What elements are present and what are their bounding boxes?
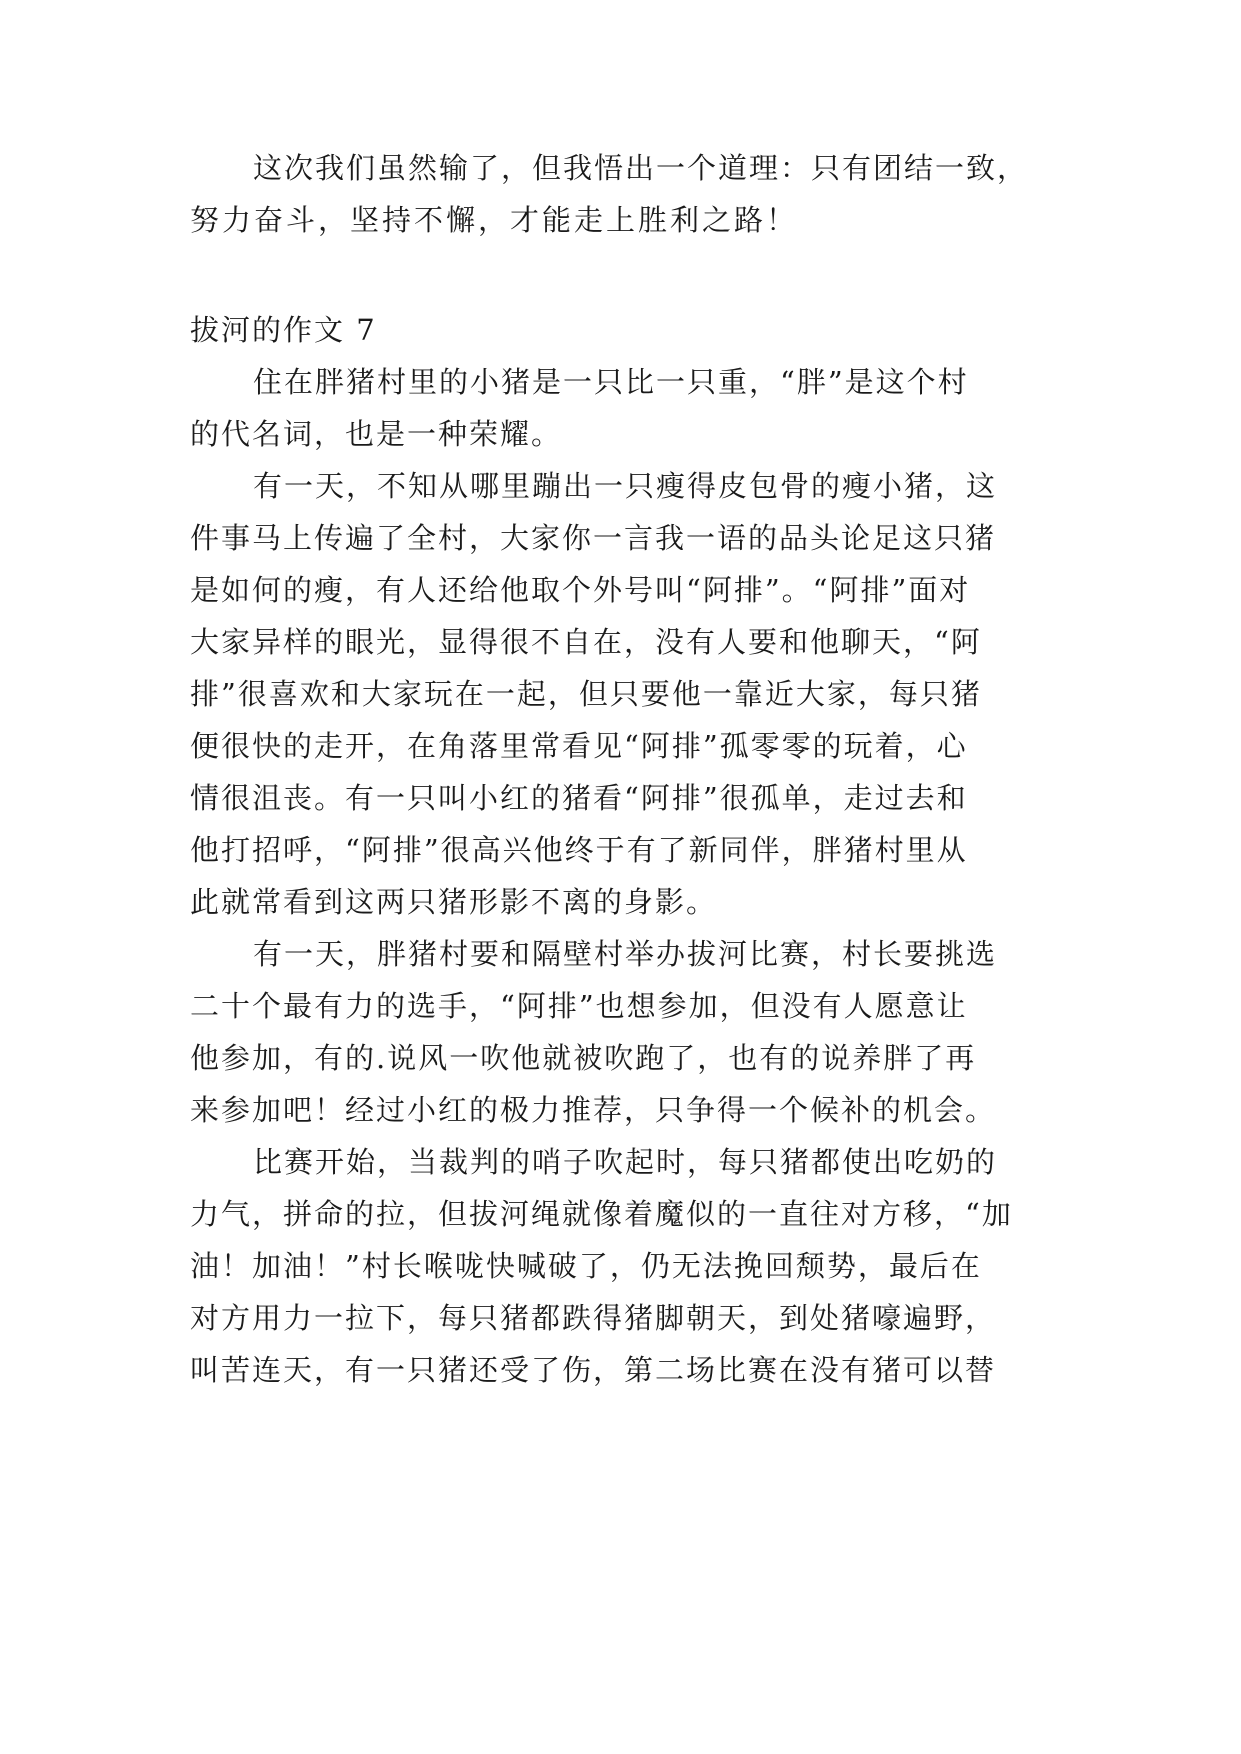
paragraph-line: 来参加吧！经过小红的极力推荐，只争得一个候补的机会。 xyxy=(190,1093,997,1127)
paragraph-line: 便很快的走开，在角落里常看见“阿排”孤零零的玩着，心 xyxy=(190,729,968,763)
paragraph-line: 油！加油！”村长喉咙快喊破了，仍无法挽回颓势，最后在 xyxy=(190,1249,982,1283)
paragraph-line: 他打招呼，“阿排”很高兴他终于有了新同伴，胖猪村里从 xyxy=(190,833,968,867)
section-heading: 拔河的作文 7 xyxy=(190,313,377,347)
paragraph-line: 叫苦连天，有一只猪还受了伤，第二场比赛在没有猪可以替 xyxy=(190,1353,997,1387)
paragraph-line: 有一天，胖猪村要和隔壁村举办拔河比赛，村长要挑选 xyxy=(253,937,998,971)
paragraph-line: 力气，拼命的拉，但拔河绳就像着魔似的一直往对方移，“加 xyxy=(190,1197,1013,1231)
paragraph-line: 努力奋斗，坚持不懈，才能走上胜利之路！ xyxy=(190,203,799,237)
paragraph-line: 比赛开始，当裁判的哨子吹起时，每只猪都使出吃奶的 xyxy=(253,1145,998,1179)
paragraph-line: 有一天，不知从哪里蹦出一只瘦得皮包骨的瘦小猪，这 xyxy=(253,469,998,503)
paragraph-line: 他参加，有的.说风一吹他就被吹跑了，也有的说养胖了再 xyxy=(190,1041,977,1075)
paragraph-line: 二十个最有力的选手，“阿排”也想参加，但没有人愿意让 xyxy=(190,989,968,1023)
paragraph-line: 此就常看到这两只猪形影不离的身影。 xyxy=(190,885,718,919)
paragraph-line: 件事马上传遍了全村，大家你一言我一语的品头论足这只猪 xyxy=(190,521,997,555)
paragraph-line: 排”很喜欢和大家玩在一起，但只要他一靠近大家，每只猪 xyxy=(190,677,982,711)
paragraph-line: 住在胖猪村里的小猪是一只比一只重，“胖”是这个村 xyxy=(253,365,969,399)
paragraph-line: 是如何的瘦，有人还给他取个外号叫“阿排”。“阿排”面对 xyxy=(190,573,971,607)
paragraph-line: 对方用力一拉下，每只猪都跌得猪脚朝天，到处猪嚎遍野， xyxy=(190,1301,997,1335)
paragraph-line: 情很沮丧。有一只叫小红的猪看“阿排”很孤单，走过去和 xyxy=(190,781,968,815)
paragraph-line: 这次我们虽然输了，但我悟出一个道理：只有团结一致， xyxy=(253,151,1029,185)
paragraph-line: 的代名词，也是一种荣耀。 xyxy=(190,417,563,451)
paragraph-line: 大家异样的眼光，显得很不自在，没有人要和他聊天，“阿 xyxy=(190,625,982,659)
